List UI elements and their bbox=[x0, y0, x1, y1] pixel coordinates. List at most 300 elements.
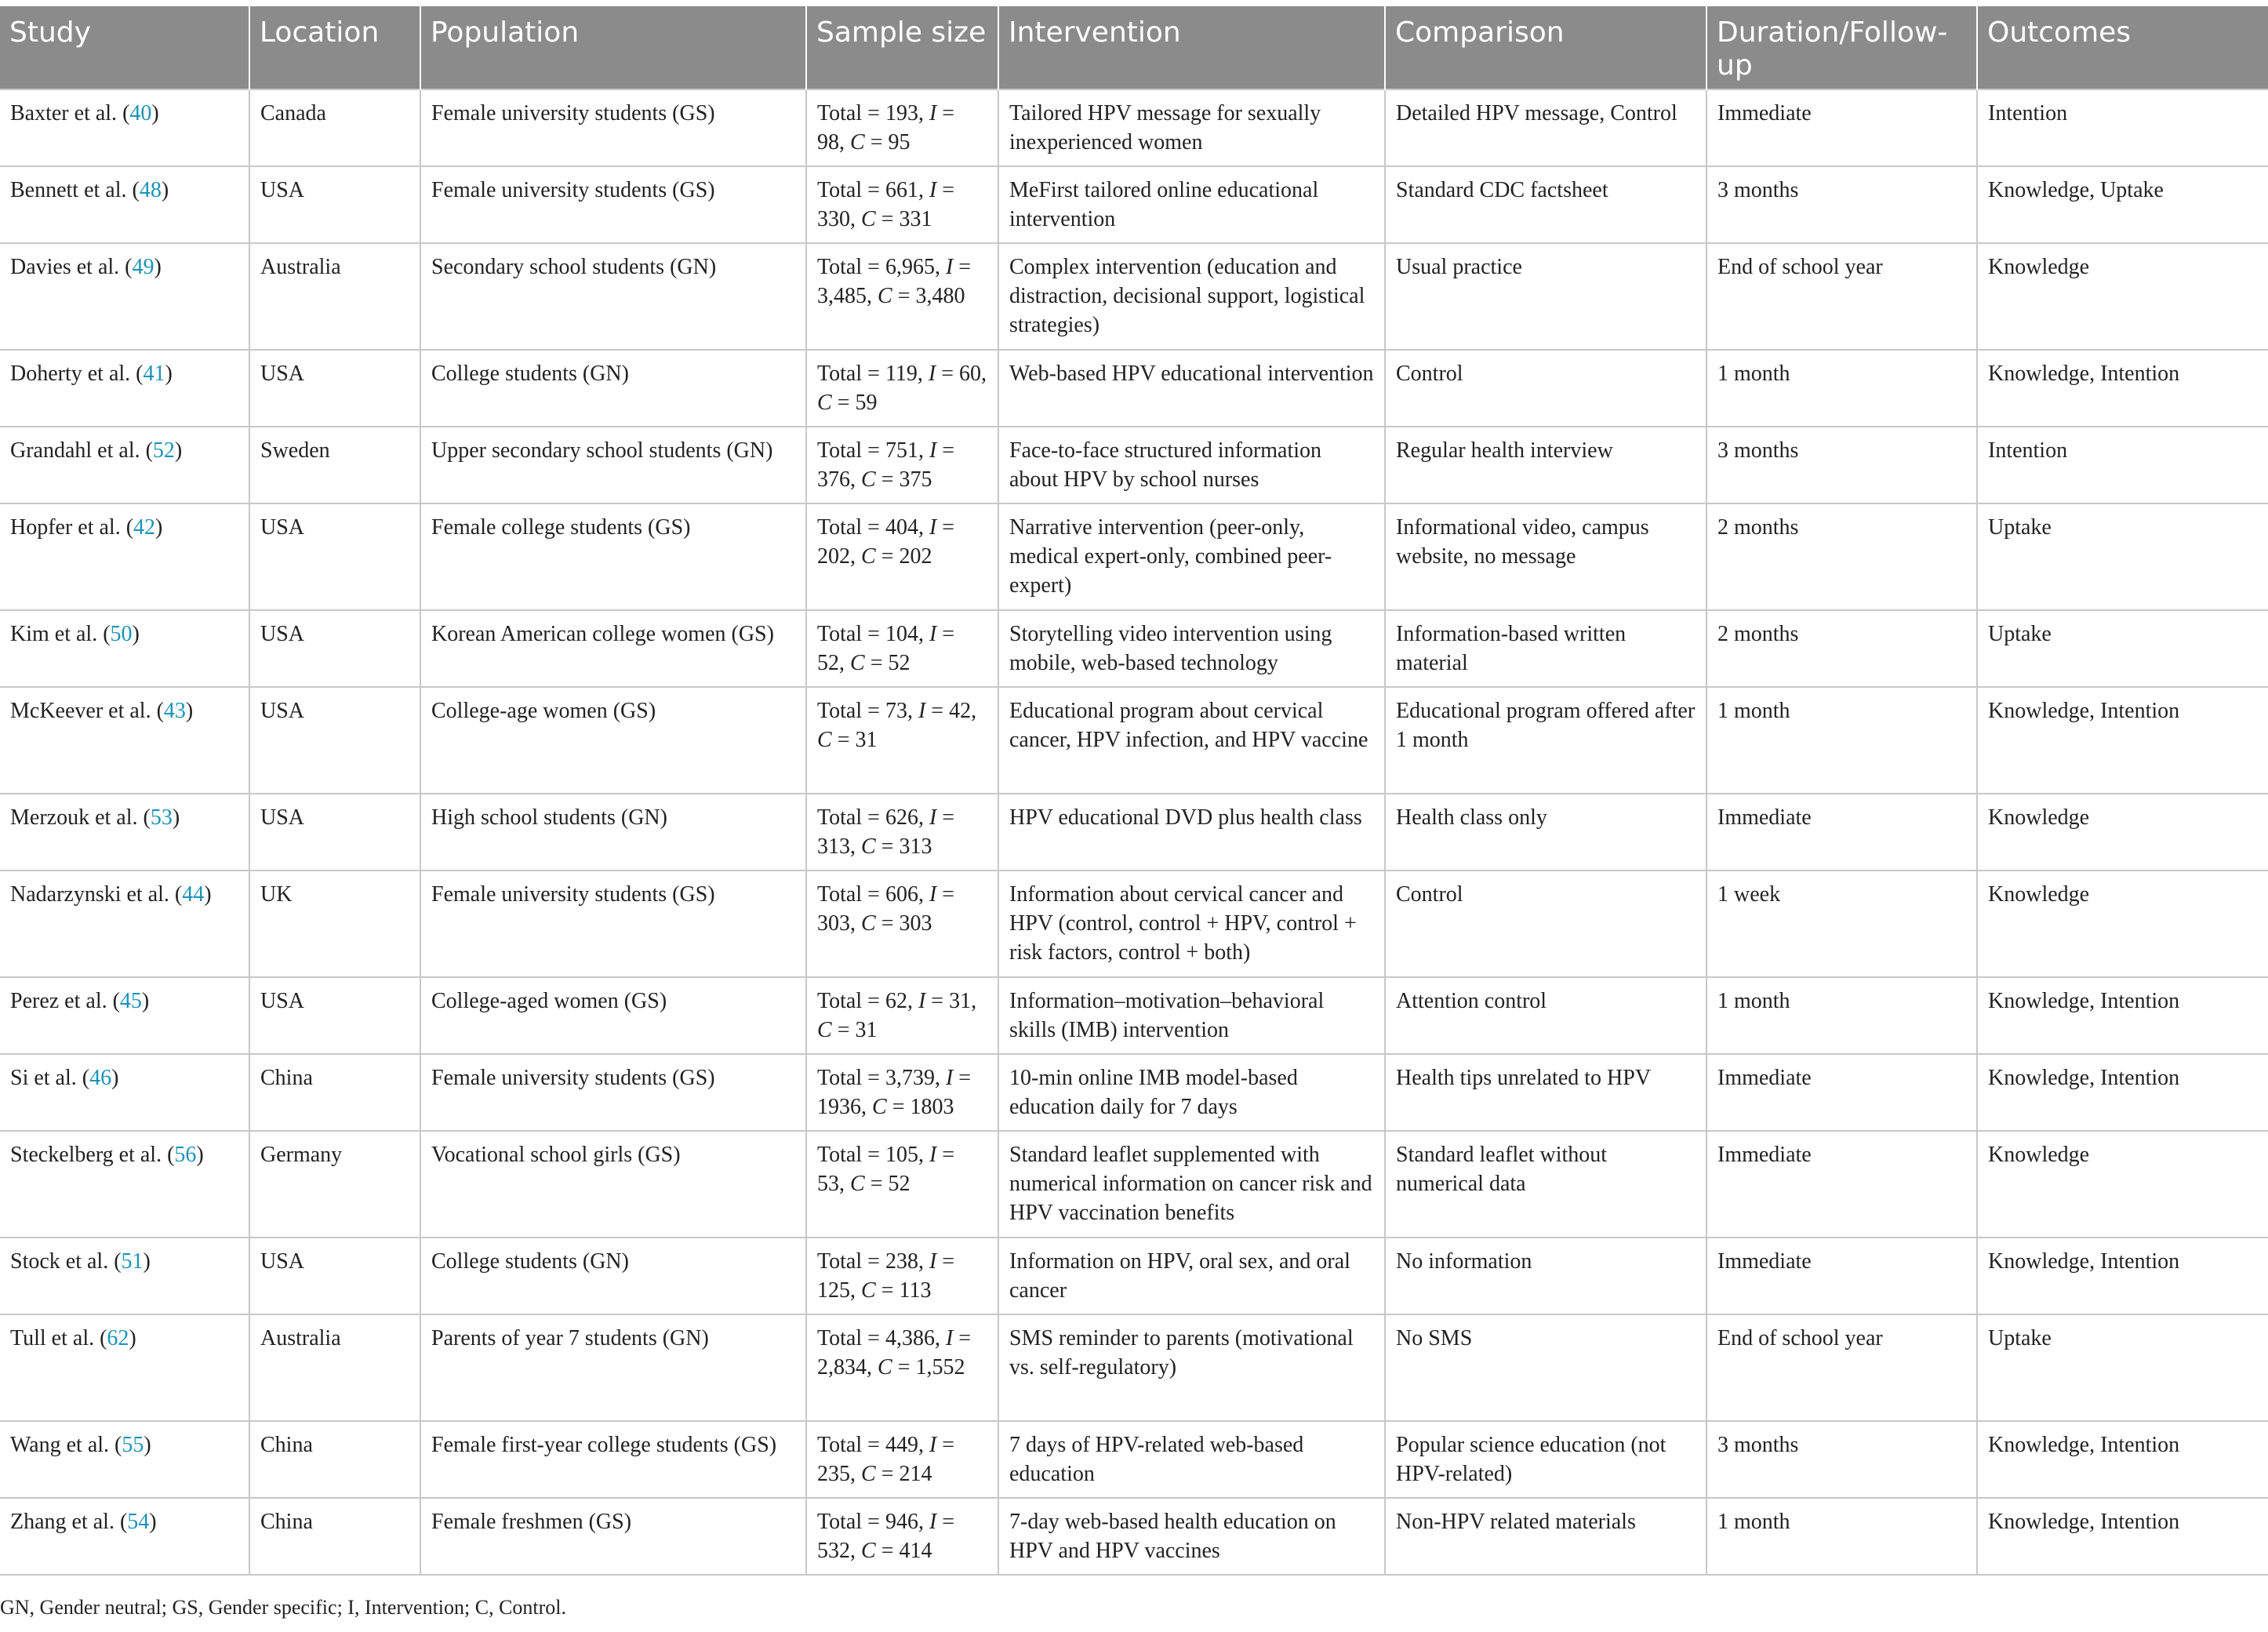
study-ref-link[interactable]: 54 bbox=[127, 1510, 150, 1534]
control-label: C bbox=[850, 130, 865, 154]
outcomes-cell-text: Knowledge, Intention bbox=[1988, 699, 2180, 723]
total-prefix: Total = bbox=[817, 1143, 885, 1167]
intervention-cell bbox=[998, 977, 1385, 1054]
population-cell bbox=[420, 687, 806, 794]
study-ref-link[interactable]: 52 bbox=[152, 438, 175, 463]
study-ref-link[interactable]: 46 bbox=[89, 1066, 112, 1090]
separator: , bbox=[907, 989, 918, 1013]
location-cell bbox=[249, 166, 420, 243]
separator: , bbox=[971, 989, 977, 1013]
total-prefix: Total = bbox=[817, 438, 885, 463]
population-cell bbox=[420, 503, 806, 610]
separator: , bbox=[839, 1172, 850, 1196]
outcomes-cell bbox=[1977, 610, 2268, 687]
comparison-cell-text: Health tips unrelated to HPV bbox=[1396, 1066, 1652, 1090]
equals: = bbox=[875, 1278, 900, 1303]
location-cell-text: USA bbox=[260, 178, 305, 202]
duration-cell-text: Immediate bbox=[1717, 805, 1812, 830]
equals: = bbox=[936, 515, 955, 540]
study-ref-link[interactable]: 43 bbox=[163, 699, 186, 723]
duration-cell-text: Immediate bbox=[1717, 1249, 1812, 1274]
duration-cell bbox=[1706, 687, 1977, 794]
intervention-cell bbox=[998, 89, 1385, 166]
separator: , bbox=[850, 207, 861, 231]
population-cell bbox=[420, 243, 806, 350]
separator: , bbox=[918, 515, 929, 540]
location-cell bbox=[249, 1498, 420, 1575]
control-label: C bbox=[872, 1095, 887, 1119]
comparison-cell bbox=[1385, 1131, 1706, 1238]
outcomes-cell-text: Knowledge bbox=[1988, 1143, 2090, 1167]
control-count: 52 bbox=[888, 651, 910, 675]
separator: , bbox=[918, 1249, 929, 1274]
sample-size-cell bbox=[806, 1131, 998, 1238]
total-prefix: Total = bbox=[817, 1249, 885, 1274]
separator: , bbox=[850, 467, 861, 492]
equals: = bbox=[936, 1510, 955, 1534]
duration-cell-text: 1 month bbox=[1717, 699, 1790, 723]
study-ref-link[interactable]: 62 bbox=[107, 1326, 129, 1350]
intervention-cell bbox=[998, 350, 1385, 427]
intervention-label: I bbox=[929, 1510, 937, 1534]
study-cell: Grandahl et al. (52) bbox=[0, 427, 249, 503]
comparison-cell bbox=[1385, 427, 1706, 503]
outcomes-cell bbox=[1977, 1421, 2268, 1498]
equals: = bbox=[936, 101, 955, 125]
intervention-cell-text: Educational program about cervical cancer, HPV infection, and HPV vaccine bbox=[1009, 699, 1368, 752]
equals: = bbox=[925, 699, 950, 723]
control-label: C bbox=[861, 834, 876, 859]
population-cell-text: Secondary school students (GN) bbox=[431, 255, 717, 279]
population-cell-text: Upper secondary school students (GN) bbox=[431, 438, 773, 463]
study-author: Baxter et al. bbox=[10, 101, 118, 125]
intervention-count: 3,485 bbox=[817, 284, 867, 308]
location-cell-text: Australia bbox=[260, 1326, 341, 1350]
control-label: C bbox=[878, 1355, 892, 1379]
sample-size-cell bbox=[806, 1238, 998, 1314]
study-cell: Stock et al. (51) bbox=[0, 1238, 249, 1314]
location-cell bbox=[249, 350, 420, 427]
table-row bbox=[0, 977, 2268, 1054]
study-cell: Tull et al. (62) bbox=[0, 1314, 249, 1421]
table-footnote: GN, Gender neutral; GS, Gender specific; I, Intervention; C, Control. bbox=[0, 1596, 567, 1619]
table-row bbox=[0, 1054, 2268, 1131]
intervention-cell-text: 7 days of HPV-related web-based education bbox=[1009, 1433, 1304, 1486]
comparison-cell-text: No information bbox=[1396, 1249, 1532, 1274]
equals: = bbox=[925, 989, 950, 1013]
sample-size-cell bbox=[806, 1498, 998, 1575]
comparison-cell-text: Information-based written material bbox=[1396, 622, 1626, 675]
location-cell bbox=[249, 503, 420, 610]
control-count: 303 bbox=[899, 911, 932, 936]
intervention-cell bbox=[998, 503, 1385, 610]
equals: = bbox=[831, 391, 856, 415]
location-cell-text: Germany bbox=[260, 1143, 343, 1167]
location-cell bbox=[249, 1131, 420, 1238]
location-cell bbox=[249, 610, 420, 687]
outcomes-cell-text: Knowledge, Intention bbox=[1988, 1433, 2180, 1457]
control-count: 313 bbox=[899, 834, 932, 859]
control-label: C bbox=[861, 467, 876, 492]
intervention-cell bbox=[998, 1238, 1385, 1314]
header-comparison: Comparison bbox=[1385, 6, 1706, 89]
duration-cell bbox=[1706, 89, 1977, 166]
population-cell bbox=[420, 1054, 806, 1131]
sample-size-cell bbox=[806, 977, 998, 1054]
study-ref-link[interactable]: 40 bbox=[129, 101, 152, 125]
total-value: 404 bbox=[885, 515, 918, 540]
population-cell bbox=[420, 794, 806, 871]
equals: = bbox=[936, 178, 955, 202]
population-cell-text: High school students (GN) bbox=[431, 805, 667, 830]
separator: , bbox=[850, 834, 861, 859]
total-prefix: Total = bbox=[817, 515, 885, 540]
study-ref-link[interactable]: 42 bbox=[133, 515, 156, 540]
study-cell: Wang et al. (55) bbox=[0, 1421, 249, 1498]
comparison-cell bbox=[1385, 503, 1706, 610]
location-cell-text: USA bbox=[260, 362, 305, 386]
comparison-cell-text: No SMS bbox=[1396, 1326, 1473, 1350]
equals: = bbox=[875, 911, 900, 936]
table-row bbox=[0, 1131, 2268, 1238]
intervention-count: 125 bbox=[817, 1278, 850, 1303]
control-label: C bbox=[817, 391, 832, 415]
intervention-count: 52 bbox=[817, 651, 839, 675]
duration-cell-text: 3 months bbox=[1717, 1433, 1799, 1457]
study-ref-link[interactable]: 56 bbox=[174, 1143, 197, 1167]
duration-cell-text: 1 month bbox=[1717, 989, 1790, 1013]
table-row bbox=[0, 1498, 2268, 1575]
outcomes-cell-text: Uptake bbox=[1988, 1326, 2052, 1350]
outcomes-cell-text: Knowledge, Intention bbox=[1988, 1510, 2180, 1534]
outcomes-cell bbox=[1977, 1131, 2268, 1238]
study-cell: Hopfer et al. (42) bbox=[0, 503, 249, 610]
outcomes-cell bbox=[1977, 503, 2268, 610]
intervention-count: 202 bbox=[817, 544, 850, 569]
equals: = bbox=[875, 467, 900, 492]
table-body bbox=[0, 89, 2268, 1575]
control-label: C bbox=[861, 1462, 876, 1486]
comparison-cell-text: Standard leaflet without numerical data bbox=[1396, 1143, 1608, 1196]
study-ref-link[interactable]: 44 bbox=[182, 882, 205, 907]
outcomes-cell bbox=[1977, 1238, 2268, 1314]
intervention-cell-text: Web-based HPV educational intervention bbox=[1009, 362, 1374, 386]
sample-size-cell bbox=[806, 871, 998, 977]
comparison-cell-text: Control bbox=[1396, 362, 1463, 386]
comparison-cell bbox=[1385, 1421, 1706, 1498]
total-value: 626 bbox=[885, 805, 918, 830]
outcomes-cell-text: Uptake bbox=[1988, 515, 2052, 540]
location-cell bbox=[249, 427, 420, 503]
equals: = bbox=[892, 284, 916, 308]
equals: = bbox=[953, 1066, 972, 1090]
population-cell-text: College students (GN) bbox=[431, 362, 629, 386]
equals: = bbox=[936, 882, 955, 907]
comparison-cell bbox=[1385, 977, 1706, 1054]
total-prefix: Total = bbox=[817, 1066, 885, 1090]
location-cell bbox=[249, 977, 420, 1054]
control-label: C bbox=[861, 207, 876, 231]
intervention-count: 98 bbox=[817, 130, 839, 154]
comparison-cell-text: Non-HPV related materials bbox=[1396, 1510, 1636, 1534]
comparison-cell bbox=[1385, 243, 1706, 350]
table-row bbox=[0, 1421, 2268, 1498]
intervention-cell-text: MeFirst tailored online educational intervention bbox=[1009, 178, 1319, 231]
table-row bbox=[0, 794, 2268, 871]
comparison-cell bbox=[1385, 1238, 1706, 1314]
population-cell bbox=[420, 427, 806, 503]
population-cell bbox=[420, 871, 806, 977]
study-ref-link[interactable]: 53 bbox=[150, 805, 173, 830]
intervention-label: I bbox=[929, 515, 937, 540]
table-row bbox=[0, 1314, 2268, 1421]
header-location: Location bbox=[249, 6, 420, 89]
location-cell-text: Canada bbox=[260, 101, 326, 125]
intervention-cell bbox=[998, 794, 1385, 871]
population-cell-text: Female university students (GS) bbox=[431, 1066, 715, 1090]
equals: = bbox=[936, 805, 955, 830]
separator: , bbox=[981, 362, 987, 386]
intervention-cell bbox=[998, 1421, 1385, 1498]
outcomes-cell bbox=[1977, 243, 2268, 350]
study-cell: Steckelberg et al. (56) bbox=[0, 1131, 249, 1238]
separator: , bbox=[850, 544, 861, 569]
intervention-cell-text: Storytelling video intervention using mobile, web-based technology bbox=[1009, 622, 1332, 675]
location-cell-text: China bbox=[260, 1066, 313, 1090]
total-prefix: Total = bbox=[817, 882, 885, 907]
total-value: 193 bbox=[885, 101, 918, 125]
intervention-label: I bbox=[945, 255, 954, 279]
equals: = bbox=[936, 1433, 955, 1457]
study-ref-link[interactable]: 51 bbox=[121, 1249, 144, 1274]
separator: , bbox=[934, 255, 946, 279]
location-cell-text: USA bbox=[260, 989, 305, 1013]
study-ref-link[interactable]: 49 bbox=[132, 255, 154, 279]
population-cell bbox=[420, 89, 806, 166]
total-value: 105 bbox=[885, 1143, 918, 1167]
total-value: 238 bbox=[885, 1249, 918, 1274]
control-count: 331 bbox=[899, 207, 932, 231]
population-cell-text: College-aged women (GS) bbox=[431, 989, 667, 1013]
study-ref-link[interactable]: 48 bbox=[139, 178, 162, 202]
separator: , bbox=[861, 1095, 872, 1119]
sample-size-cell bbox=[806, 794, 998, 871]
intervention-label: I bbox=[928, 362, 936, 386]
duration-cell-text: End of school year bbox=[1717, 255, 1883, 279]
intervention-cell bbox=[998, 243, 1385, 350]
study-author: Doherty et al. bbox=[10, 362, 131, 386]
intervention-label: I bbox=[929, 622, 937, 646]
duration-cell bbox=[1706, 427, 1977, 503]
control-count: 414 bbox=[899, 1539, 932, 1563]
duration-cell bbox=[1706, 1421, 1977, 1498]
equals: = bbox=[875, 544, 900, 569]
total-value: 6,965 bbox=[885, 255, 935, 279]
intervention-label: I bbox=[929, 438, 937, 463]
intervention-label: I bbox=[929, 1249, 937, 1274]
study-author: Si et al. bbox=[10, 1066, 77, 1090]
comparison-cell-text: Informational video, campus website, no message bbox=[1396, 515, 1649, 569]
duration-cell bbox=[1706, 1498, 1977, 1575]
outcomes-cell-text: Knowledge, Intention bbox=[1988, 1249, 2180, 1274]
sample-size-cell bbox=[806, 503, 998, 610]
outcomes-cell-text: Uptake bbox=[1988, 622, 2052, 646]
table-row bbox=[0, 503, 2268, 610]
header-outcomes: Outcomes bbox=[1977, 6, 2268, 89]
study-ref-link[interactable]: 41 bbox=[143, 362, 165, 386]
intervention-count: 376 bbox=[817, 467, 850, 492]
table-row bbox=[0, 427, 2268, 503]
sample-size-cell bbox=[806, 427, 998, 503]
intervention-cell-text: SMS reminder to parents (motivational vs. self-regulatory) bbox=[1009, 1326, 1354, 1379]
study-author: Wang et al. bbox=[10, 1433, 110, 1457]
population-cell bbox=[420, 610, 806, 687]
equals: = bbox=[875, 207, 900, 231]
population-cell bbox=[420, 1314, 806, 1421]
comparison-cell bbox=[1385, 1054, 1706, 1131]
comparison-cell bbox=[1385, 166, 1706, 243]
study-ref-link[interactable]: 55 bbox=[122, 1433, 144, 1457]
location-cell bbox=[249, 687, 420, 794]
intervention-cell bbox=[998, 1131, 1385, 1238]
duration-cell bbox=[1706, 871, 1977, 977]
study-author: Steckelberg et al. bbox=[10, 1143, 162, 1167]
separator: , bbox=[917, 362, 929, 386]
intervention-cell bbox=[998, 1054, 1385, 1131]
location-cell-text: China bbox=[260, 1433, 313, 1457]
study-cell: Doherty et al. (41) bbox=[0, 350, 249, 427]
control-count: 3,480 bbox=[915, 284, 965, 308]
separator: , bbox=[918, 1433, 929, 1457]
intervention-cell-text: Complex intervention (education and distraction, decisional support, logistical strategies) bbox=[1009, 255, 1365, 337]
study-author: Bennett et al. bbox=[10, 178, 127, 202]
comparison-cell-text: Detailed HPV message, Control bbox=[1396, 101, 1677, 125]
comparison-cell-text: Standard CDC factsheet bbox=[1396, 178, 1608, 202]
location-cell-text: USA bbox=[260, 1249, 305, 1274]
separator: , bbox=[918, 882, 929, 907]
separator: , bbox=[918, 178, 929, 202]
total-prefix: Total = bbox=[817, 1326, 885, 1350]
outcomes-cell-text: Knowledge, Uptake bbox=[1988, 178, 2164, 202]
total-value: 449 bbox=[885, 1433, 918, 1457]
duration-cell bbox=[1706, 610, 1977, 687]
table-row bbox=[0, 610, 2268, 687]
location-cell bbox=[249, 89, 420, 166]
separator: , bbox=[918, 805, 929, 830]
location-cell bbox=[249, 871, 420, 977]
intervention-count: 60 bbox=[959, 362, 982, 386]
equals: = bbox=[953, 255, 972, 279]
separator: , bbox=[867, 284, 878, 308]
control-label: C bbox=[850, 1172, 865, 1196]
total-value: 3,739 bbox=[885, 1066, 935, 1090]
population-cell-text: Vocational school girls (GS) bbox=[431, 1143, 681, 1167]
total-prefix: Total = bbox=[817, 699, 885, 723]
header-study: Study bbox=[0, 6, 249, 89]
location-cell-text: Australia bbox=[260, 255, 341, 279]
total-prefix: Total = bbox=[817, 101, 885, 125]
population-cell bbox=[420, 166, 806, 243]
duration-cell-text: 2 months bbox=[1717, 622, 1799, 646]
intervention-cell-text: Face-to-face structured information about HPV by school nurses bbox=[1009, 438, 1322, 492]
intervention-cell-text: Tailored HPV message for sexually inexperienced women bbox=[1009, 101, 1321, 154]
outcomes-cell bbox=[1977, 794, 2268, 871]
total-prefix: Total = bbox=[817, 989, 885, 1013]
equals: = bbox=[936, 1143, 955, 1167]
duration-cell bbox=[1706, 1054, 1977, 1131]
control-count: 202 bbox=[899, 544, 932, 569]
study-cell: Si et al. (46) bbox=[0, 1054, 249, 1131]
duration-cell bbox=[1706, 243, 1977, 350]
comparison-cell bbox=[1385, 687, 1706, 794]
control-label: C bbox=[861, 1539, 876, 1563]
table-row bbox=[0, 350, 2268, 427]
intervention-cell bbox=[998, 687, 1385, 794]
population-cell bbox=[420, 1238, 806, 1314]
separator: , bbox=[918, 622, 929, 646]
location-cell bbox=[249, 243, 420, 350]
table-container bbox=[0, 6, 2268, 1576]
control-count: 59 bbox=[855, 391, 878, 415]
location-cell bbox=[249, 1421, 420, 1498]
study-author: Merzouk et al. bbox=[10, 805, 138, 830]
duration-cell bbox=[1706, 503, 1977, 610]
separator: , bbox=[918, 101, 929, 125]
control-label: C bbox=[861, 544, 876, 569]
total-value: 104 bbox=[885, 622, 918, 646]
comparison-cell bbox=[1385, 610, 1706, 687]
separator: , bbox=[918, 1143, 929, 1167]
total-prefix: Total = bbox=[817, 1433, 885, 1457]
population-cell-text: Female first-year college students (GS) bbox=[431, 1433, 777, 1457]
control-label: C bbox=[878, 284, 892, 308]
separator: , bbox=[839, 130, 850, 154]
population-cell-text: Parents of year 7 students (GN) bbox=[431, 1326, 709, 1350]
control-count: 31 bbox=[855, 728, 878, 752]
location-cell bbox=[249, 1054, 420, 1131]
location-cell bbox=[249, 794, 420, 871]
equals: = bbox=[831, 728, 856, 752]
population-cell bbox=[420, 1131, 806, 1238]
comparison-cell bbox=[1385, 1498, 1706, 1575]
outcomes-cell-text: Knowledge bbox=[1988, 882, 2090, 907]
study-ref-link[interactable]: 50 bbox=[110, 622, 133, 646]
control-count: 1,552 bbox=[915, 1355, 965, 1379]
outcomes-cell bbox=[1977, 871, 2268, 977]
location-cell-text: USA bbox=[260, 805, 305, 830]
duration-cell-text: End of school year bbox=[1717, 1326, 1883, 1350]
intervention-cell bbox=[998, 1314, 1385, 1421]
total-value: 751 bbox=[885, 438, 918, 463]
intervention-cell-text: Narrative intervention (peer-only, medical expert-only, combined peer-expert) bbox=[1009, 515, 1332, 598]
population-cell bbox=[420, 1421, 806, 1498]
study-author: Perez et al. bbox=[10, 989, 107, 1013]
intervention-label: I bbox=[945, 1066, 954, 1090]
study-ref-link[interactable]: 45 bbox=[119, 989, 142, 1013]
total-prefix: Total = bbox=[817, 805, 885, 830]
sample-size-cell bbox=[806, 243, 998, 350]
intervention-cell bbox=[998, 610, 1385, 687]
table-row bbox=[0, 89, 2268, 166]
control-count: 214 bbox=[899, 1462, 932, 1486]
equals: = bbox=[936, 622, 955, 646]
control-count: 1803 bbox=[910, 1095, 954, 1119]
table-row bbox=[0, 166, 2268, 243]
sample-size-cell bbox=[806, 1421, 998, 1498]
outcomes-cell bbox=[1977, 89, 2268, 166]
duration-cell-text: Immediate bbox=[1717, 101, 1812, 125]
equals: = bbox=[875, 1462, 900, 1486]
